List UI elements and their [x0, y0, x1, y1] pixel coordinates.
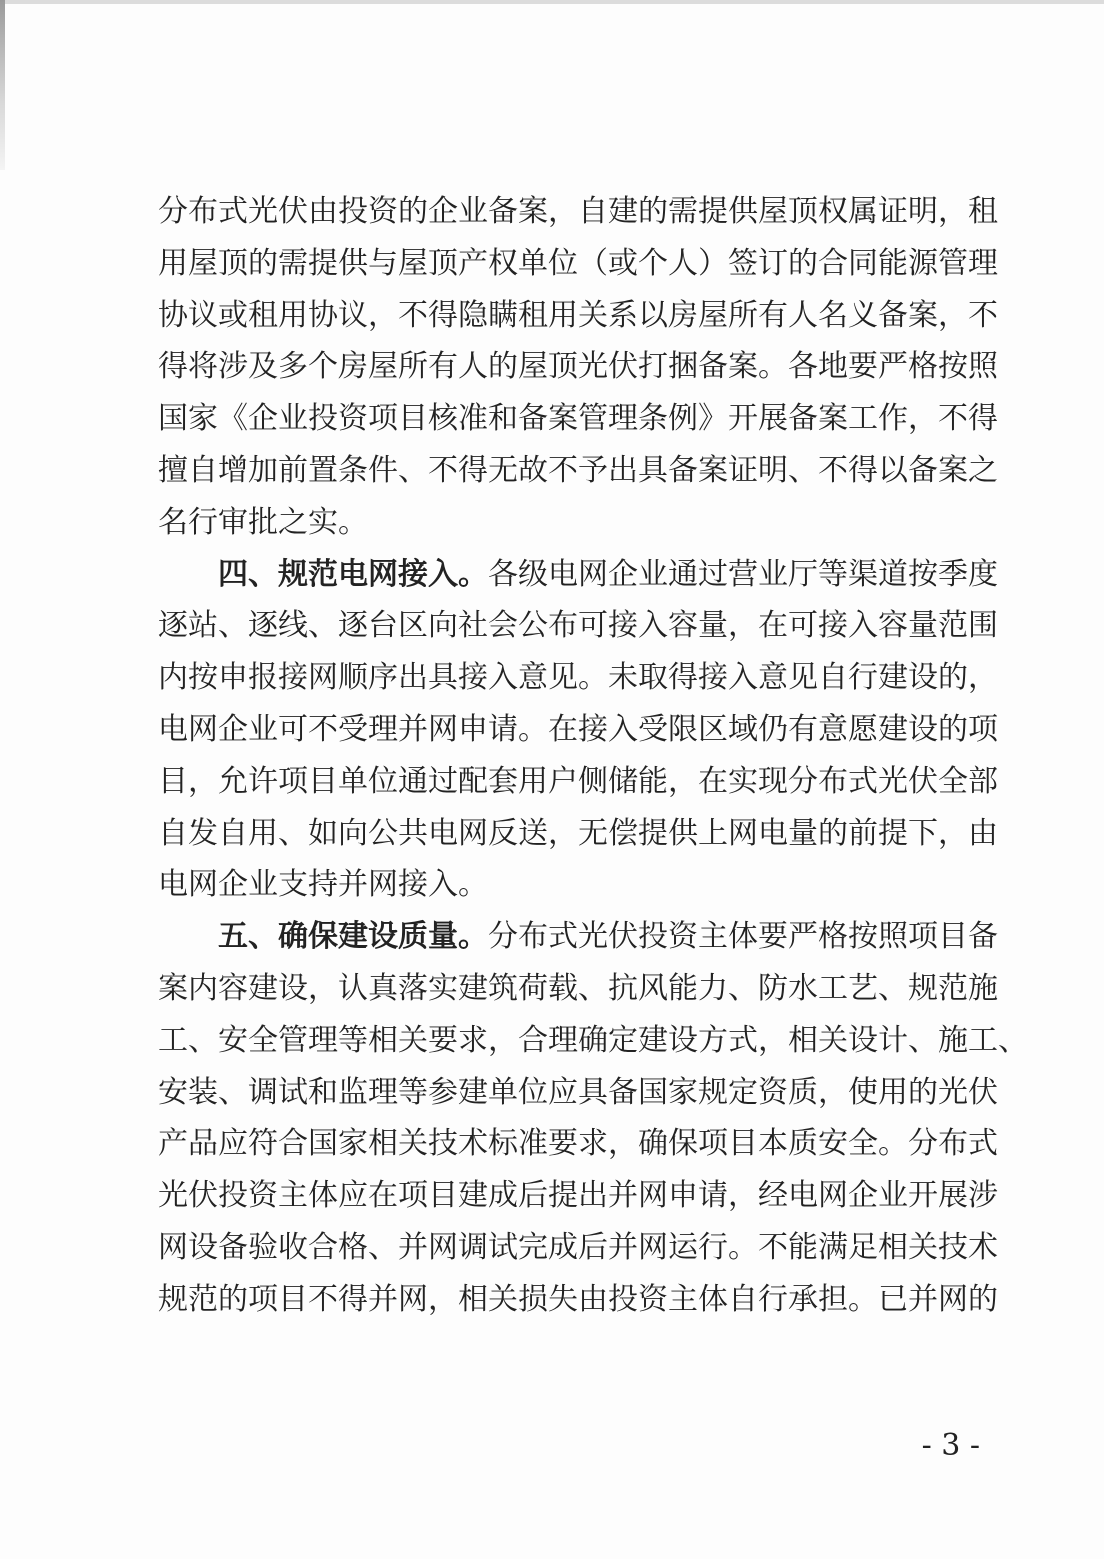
section-heading: 五、确保建设质量。: [218, 919, 488, 955]
section-first-line: [158, 549, 998, 601]
text-line: 得将涉及多个房屋所有人的屋顶光伏打捆备案。各地要严格按照: [158, 349, 998, 385]
text-line: 光伏投资主体应在项目建成后提出并网申请，经电网企业开展涉: [158, 1178, 998, 1214]
section-first-line: [158, 911, 998, 963]
text-line: 自发自用、如向公共电网反送，无偿提供上网电量的前提下，由: [158, 815, 998, 851]
text-line: 产品应符合国家相关技术标准要求，确保项目本质安全。分布式: [158, 1126, 998, 1162]
text-line: 分布式光伏由投资的企业备案，自建的需提供屋顶权属证明，租: [158, 194, 998, 229]
text-line: 擅自增加前置条件、不得无故不予出具备案证明、不得以备案之: [158, 452, 998, 488]
section-grid-access: [158, 549, 998, 912]
text-line: 电网企业支持并网接入。: [158, 867, 488, 903]
text-line: 电网企业可不受理并网申请。在接入受限区域仍有意愿建设的项: [158, 711, 998, 747]
section-first-line-text: 各级电网企业通过营业厅等渠道按季度: [488, 556, 998, 592]
text-line: 名行审批之实。: [158, 504, 368, 540]
text-line: 目，允许项目单位通过配套用户侧储能，在实现分布式光伏全部: [158, 763, 998, 799]
text-line: 网设备验收合格、并网调试完成后并网运行。不能满足相关技术: [158, 1229, 998, 1265]
section-heading: 四、规范电网接入。: [218, 556, 488, 592]
text-line: 案内容建设，认真落实建筑荷载、抗风能力、防水工艺、规范施: [158, 970, 998, 1006]
text-line: 工、安全管理等相关要求，合理确定建设方式，相关设计、施工、: [158, 1022, 1028, 1058]
document-body: [158, 186, 1028, 1326]
text-line: 协议或租用协议，不得隐瞒租用关系以房屋所有人名义备案，不: [158, 297, 998, 333]
section-construction-quality: [158, 911, 1028, 1325]
text-line: 逐站、逐线、逐台区向社会公布可接入容量，在可接入容量范围: [158, 608, 998, 644]
text-line: 国家《企业投资项目核准和备案管理条例》开展备案工作，不得: [158, 401, 998, 437]
page-number: - 3 -: [921, 1428, 980, 1463]
scan-left-shadow: [0, 0, 5, 170]
paragraph-filing: [158, 186, 998, 549]
text-line: 用屋顶的需提供与屋顶产权单位（或个人）签订的合同能源管理: [158, 245, 998, 281]
text-line: 规范的项目不得并网，相关损失由投资主体自行承担。已并网的: [158, 1281, 998, 1317]
section-first-line-text: 分布式光伏投资主体要严格按照项目备: [488, 919, 998, 955]
text-line: 安装、调试和监理等参建单位应具备国家规定资质，使用的光伏: [158, 1074, 998, 1110]
scan-top-edge: [0, 0, 1104, 4]
text-line: 内按申报接网顺序出具接入意见。未取得接入意见自行建设的，: [158, 660, 998, 696]
